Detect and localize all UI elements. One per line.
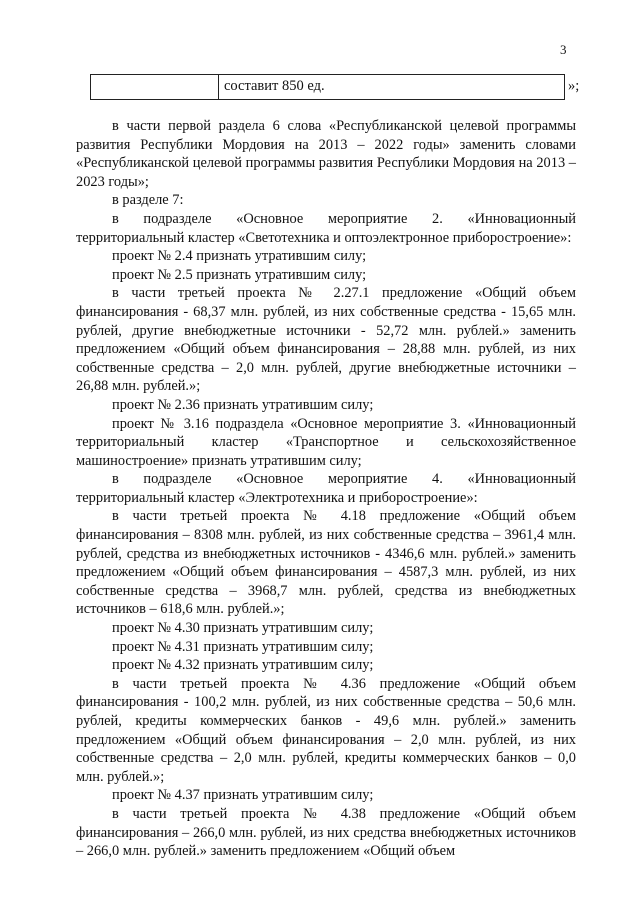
paragraph: проект № 3.16 подраздела «Основное мероприятие 3. «Инновационный территориальный кластер «Транспортное и сельскохозяйственное машиностроение» признать утратившим силу;	[76, 415, 576, 469]
paragraph: в части третьей проекта № 2.27.1 предложение «Общий объем финансирования - 68,37 млн. рублей, из них собственные средства - 15,65 млн. рублей, другие внебюджетные источники - 52,72 млн. рублей.» заменить предложением «Общий объем финансирования – 28,88 млн. рублей, из них собственные средства – 2,0 млн. рублей, другие внебюджетные источники – 26,88 млн. рублей.»;	[76, 285, 576, 395]
table-fragment	[90, 74, 565, 100]
paragraph: проект № 4.30 признать утратившим силу;	[112, 620, 374, 637]
paragraph: в подразделе «Основное мероприятие 4. «Инновационный территориальный кластер «Электротехника и приборостроение»:	[76, 471, 576, 506]
paragraph: проект № 4.31 признать утратившим силу;	[112, 638, 374, 655]
table-cell-value: составит 850 ед.	[224, 78, 325, 94]
paragraph: в части третьей проекта № 4.38 предложение «Общий объем финансирования – 266,0 млн. рублей, из них средства внебюджетных источников – 266,0 млн. рублей.» заменить предложением «Общий объем	[76, 805, 576, 860]
paragraph: в разделе 7:	[112, 192, 184, 209]
table-cell-divider	[218, 75, 219, 99]
paragraph: в подразделе «Основное мероприятие 2. «Инновационный территориальный кластер «Светотехника и оптоэлектронное приборостроение»:	[76, 210, 576, 246]
document-body	[76, 117, 576, 861]
table-closing-quote: »;	[568, 78, 580, 94]
paragraph: проект № 4.37 признать утратившим силу;	[112, 787, 374, 804]
paragraph: в части третьей проекта № 4.18 предложение «Общий объем финансирования – 8308 млн. рублей, из них собственные средства – 3961,4 млн. рублей, средства из внебюджетных источников - 4346,6 млн. рублей.» заменить предложением «Общий объем финансирования – 4587,3 млн. рублей, из них собственные средства – 3968,7 млн. рублей, средства из внебюджетных источников – 618,6 млн. рублей.»;	[76, 508, 576, 618]
page-number: 3	[560, 42, 567, 57]
paragraph: проект № 4.32 признать утратившим силу;	[112, 657, 374, 674]
paragraph: проект № 2.5 признать утратившим силу;	[112, 266, 367, 283]
paragraph: проект № 2.36 признать утратившим силу;	[112, 396, 374, 413]
paragraph: в части первой раздела 6 слова «Республиканской целевой программы развития Республики Мордовия на 2013 – 2022 годы» заменить словами «Республиканской целевой программы развития Республики Мордовия на 2013 – 2023 годы»;	[76, 118, 576, 190]
paragraph: в части третьей проекта № 4.36 предложение «Общий объем финансирования - 100,2 млн. рублей, из них собственные средства – 50,6 млн. рублей, кредиты коммерческих банков - 49,6 млн. рублей.» заменить предложением «Общий объем финансирования – 2,0 млн. рублей, из них собственные средства – 2,0 млн. рублей, кредиты коммерческих банков – 0,0 млн. рублей.»;	[76, 675, 576, 785]
paragraph: проект № 2.4 признать утратившим силу;	[112, 248, 367, 265]
